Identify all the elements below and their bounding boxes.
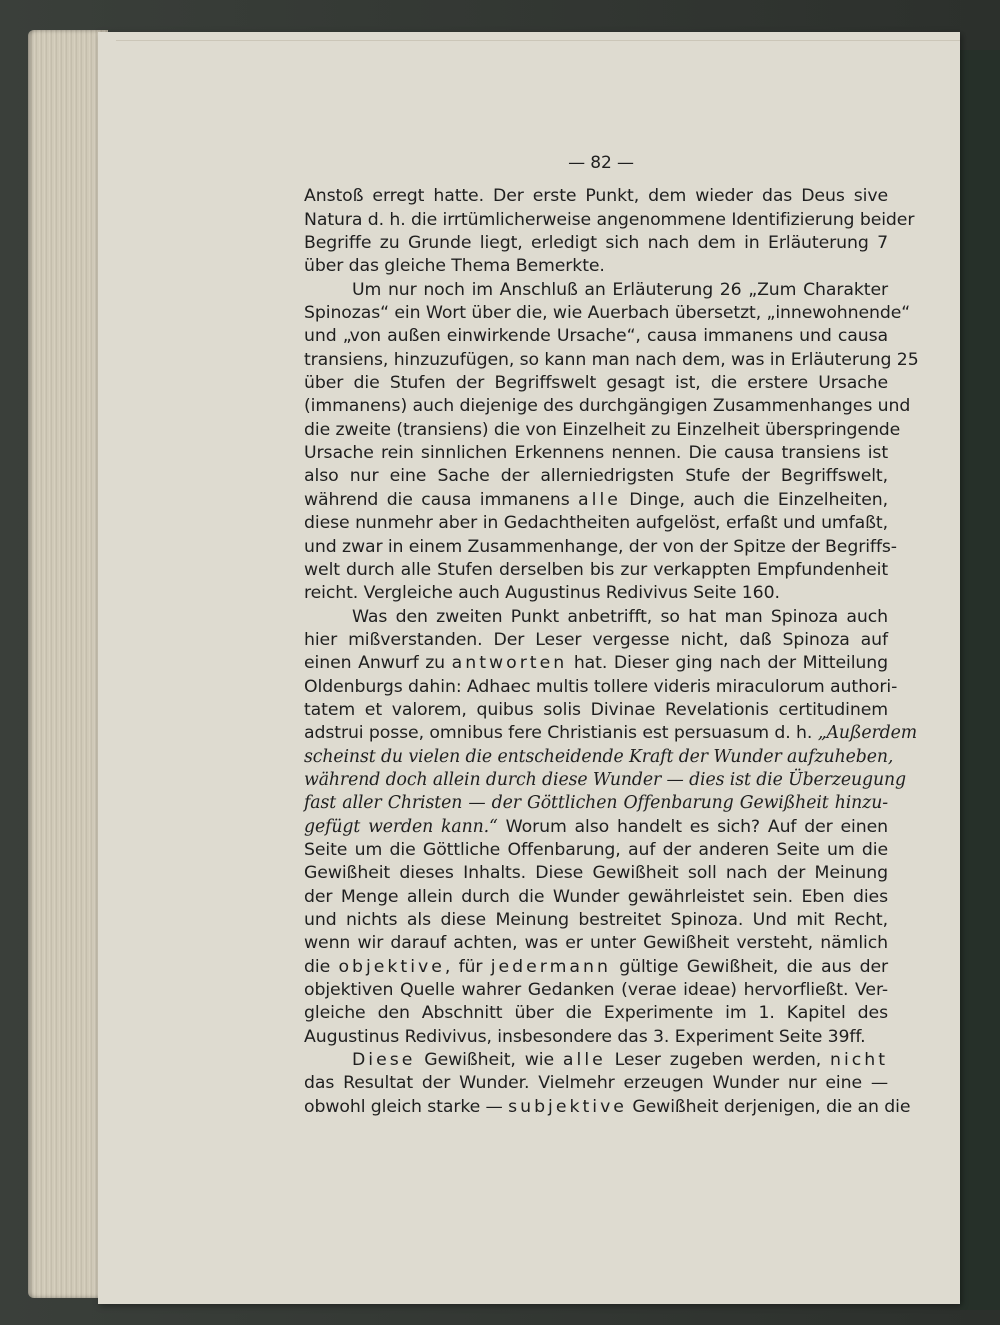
- page-text-block: [304, 152, 919, 1119]
- text-run: Gewißheit, wie: [415, 1050, 563, 1071]
- text-line: Anstoß erregt hatte. Der erste Punkt, dem wieder das Deus sive: [304, 186, 888, 207]
- text-line: Ursache rein sinnlichen Erkennens nennen. Die causa transiens ist: [304, 443, 888, 464]
- text-run: einen Anwurf zu: [304, 653, 452, 674]
- text-line: und nichts als diese Meinung bestreitet Spinoza. Und mit Recht,: [304, 910, 888, 930]
- text-line: Natura d. h. die irrtümlicherweise angenommene Identifizierung beider: [304, 209, 915, 230]
- italic-quote: „Außerdem: [817, 723, 918, 744]
- text-line: objektiven Quelle wahrer Gedanken (verae ideae) hervorfließt. Ver-: [304, 980, 888, 1001]
- emphasis-spaced: Diese: [352, 1050, 416, 1071]
- text-line: das Resultat der Wunder. Vielmehr erzeugen Wunder nur eine —: [304, 1073, 888, 1094]
- text-run: Dinge, auch die Einzelheiten,: [620, 489, 888, 510]
- text-line: Spinozas“ ein Wort über die, wie Auerbach übersetzt, „innewohnende“: [304, 303, 911, 324]
- text-line: [304, 652, 888, 675]
- text-run: während die causa immanens: [304, 489, 579, 510]
- text-line: [304, 489, 888, 512]
- text-run: die: [304, 956, 339, 977]
- text-run: , für: [444, 956, 491, 977]
- emphasis-spaced: nicht: [830, 1050, 888, 1071]
- text-line: Augustinus Redivivus, insbesondere das 3. Experiment Seite 39ff.: [304, 1026, 866, 1047]
- text-line: über die Stufen der Begriffswelt gesagt ist, die erstere Ursache: [304, 373, 888, 394]
- italic-quote-line: während doch allein durch diese Wunder — dies ist die Überzeugung: [304, 769, 906, 790]
- text-line: [304, 722, 918, 745]
- text-line: gleiche den Abschnitt über die Experimente im 1. Kapitel des: [304, 1003, 888, 1024]
- text-line: transiens, hinzuzufügen, so kann man nach dem, was in Erläuterung 25: [304, 349, 919, 370]
- italic-quote-line: scheinst du vielen die entscheidende Kraft der Wunder aufzuheben,: [304, 746, 894, 767]
- text-run: obwohl gleich starke —: [304, 1096, 509, 1117]
- text-line: welt durch alle Stufen derselben bis zur verkappten Empfundenheit: [304, 559, 888, 580]
- emphasis-spaced: subjektive: [508, 1096, 627, 1117]
- text-run: Leser zugeben werden,: [605, 1050, 831, 1071]
- text-line: diese nunmehr aber in Gedachtheiten aufgelöst, erfaßt und umfaßt,: [304, 513, 888, 534]
- text-line: Was den zweiten Punkt anbetrifft, so hat man Spinoza auch: [352, 606, 888, 627]
- emphasis-spaced: alle: [578, 489, 621, 510]
- text-line: [304, 1096, 911, 1119]
- text-line: tatem et valorem, quibus solis Divinae Revelationis certitudinem: [304, 699, 888, 720]
- text-line: über das gleiche Thema Bemerkte.: [304, 256, 605, 277]
- emphasis-spaced: antworten: [451, 653, 568, 674]
- text-line: [304, 816, 888, 839]
- text-line: Begriffe zu Grunde liegt, erledigt sich nach dem in Erläuterung 7: [304, 233, 888, 254]
- text-line: Oldenburgs dahin: Adhaec multis tollere videris miraculorum authori-: [304, 676, 898, 697]
- emphasis-spaced: objektive: [338, 956, 445, 977]
- text-line: der Menge allein durch die Wunder gewährleistet sein. Eben dies: [304, 886, 888, 907]
- emphasis-spaced: alle: [562, 1050, 606, 1071]
- text-line: [304, 1049, 888, 1072]
- text-line: und zwar in einem Zusammenhange, der von der Spitze der Begriffs-: [304, 536, 897, 557]
- book-page-edges: [28, 30, 108, 1298]
- text-line: also nur eine Sache der allerniedrigsten Stufe der Begriffswelt,: [304, 466, 888, 487]
- text-line: Gewißheit dieses Inhalts. Diese Gewißheit soll nach der Meinung: [304, 863, 888, 884]
- text-run: adstrui posse, omnibus fere Christianis est persuasum d. h.: [304, 723, 818, 744]
- text-line: die zweite (transiens) die von Einzelheit zu Einzelheit überspringende: [304, 419, 901, 440]
- text-line: (immanens) auch diejenige des durchgängigen Zusammenhanges und: [304, 396, 911, 417]
- text-line: reicht. Vergleiche auch Augustinus Redivivus Seite 160.: [304, 583, 780, 604]
- book-binding-edge: [960, 50, 1000, 1310]
- text-run: Worum also handelt es sich? Auf der einen: [497, 816, 888, 837]
- italic-quote: gefügt werden kann.“: [304, 816, 498, 837]
- text-line: [304, 956, 888, 979]
- italic-quote-line: fast aller Christen — der Göttlichen Offenbarung Gewißheit hinzu-: [304, 793, 888, 814]
- emphasis-spaced: jedermann: [490, 956, 611, 977]
- text-run: Gewißheit derjenigen, die an die: [626, 1096, 911, 1117]
- text-run: gültige Gewißheit, die aus der: [610, 956, 888, 977]
- text-line: wenn wir darauf achten, was er unter Gewißheit versteht, nämlich: [304, 933, 888, 954]
- text-run: hat. Dieser ging nach der Mitteilung: [567, 653, 888, 674]
- text-line: Um nur noch im Anschluß an Erläuterung 26 „Zum Charakter: [352, 279, 888, 300]
- text-line: und „von außen einwirkende Ursache“, causa immanens und causa: [304, 326, 888, 347]
- page-number: — 82 —: [568, 153, 634, 173]
- text-line: Seite um die Göttliche Offenbarung, auf der anderen Seite um die: [304, 839, 888, 860]
- text-line: hier mißverstanden. Der Leser vergesse nicht, daß Spinoza auf: [304, 629, 888, 650]
- page-fold-line: [116, 40, 960, 41]
